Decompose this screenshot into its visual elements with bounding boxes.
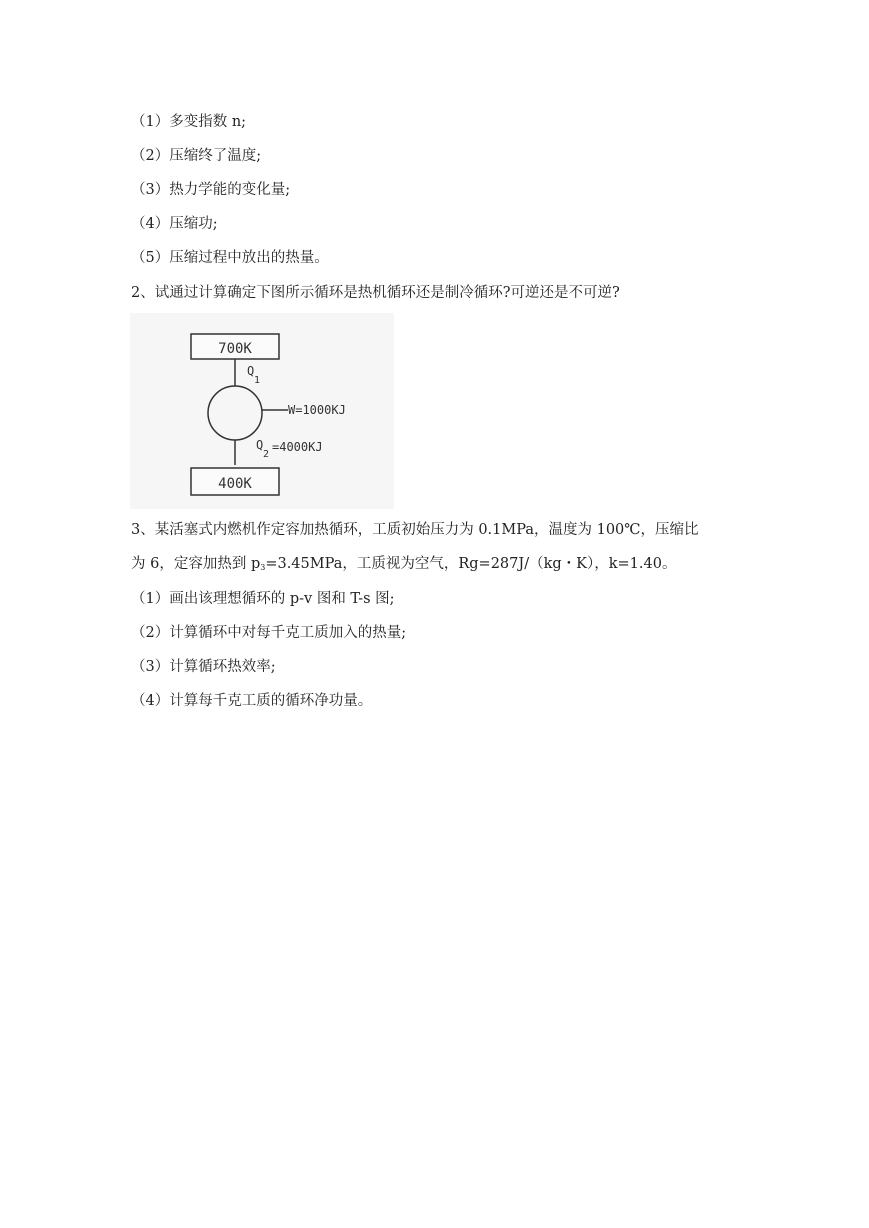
work-label: W=1000KJ: [288, 403, 346, 417]
question-3-line-2: [131, 554, 676, 578]
q1-item-5: （5）压缩过程中放出的热量。: [131, 250, 329, 266]
question-3-line-1: 3、某活塞式内燃机作定容加热循环，工质初始压力为 0.1MPa，温度为 100℃，压缩比: [131, 522, 699, 538]
engine-circle: [208, 386, 262, 440]
q1-item-3: （3）热力学能的变化量;: [131, 182, 291, 198]
q2-subscript: 2: [263, 449, 270, 460]
q3-line2-subscript: 3: [260, 563, 266, 572]
q3-line2-part-b: =3.45MPa，工质视为空气，Rg=287J/（kg・K），k=1.40。: [265, 556, 677, 572]
cycle-diagram: [130, 313, 394, 509]
q3-item-4: （4）计算每千克工质的循环净功量。: [131, 693, 373, 709]
q3-line2-part-a: 为 6，定容加热到 p: [131, 556, 261, 572]
q2-value: =4000KJ: [272, 440, 323, 454]
q3-item-2: （2）计算循环中对每千克工质加入的热量;: [131, 625, 407, 641]
q3-item-3: （3）计算循环热效率;: [131, 659, 276, 675]
question-2-text: 2、试通过计算确定下图所示循环是热机循环还是制冷循环?可逆还是不可逆?: [131, 285, 620, 301]
cold-reservoir-label: 400K: [218, 476, 252, 492]
cycle-diagram-svg: [130, 313, 394, 509]
q1-item-2: （2）压缩终了温度;: [131, 148, 262, 164]
q3-item-1: （1）画出该理想循环的 p-v 图和 T-s 图;: [131, 591, 395, 607]
q1-item-4: （4）压缩功;: [131, 216, 218, 232]
q1-subscript: 1: [254, 375, 261, 386]
q1-item-1: （1）多变指数 n;: [131, 114, 247, 130]
hot-reservoir-label: 700K: [218, 341, 252, 357]
q2-label: Q: [256, 438, 264, 452]
q1-label: Q: [247, 364, 255, 378]
